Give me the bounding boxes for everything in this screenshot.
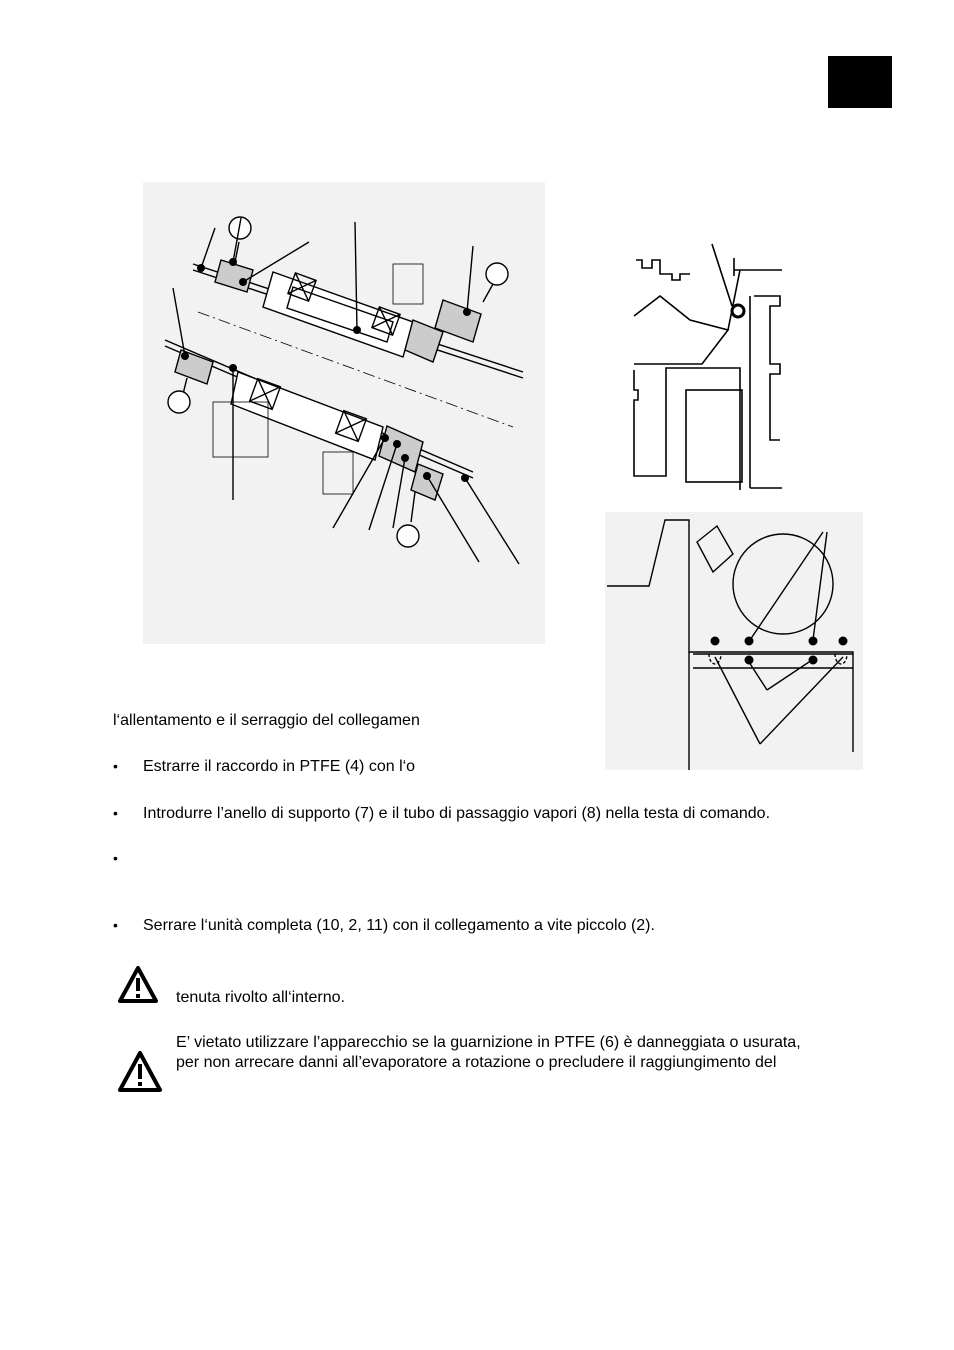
bullet-1-text: Estrarre il raccordo in PTFE (4) con l‘o [143, 758, 416, 775]
bullet-3-marker: • [113, 850, 118, 866]
bullet-4-text: Serrare l‘unità completa (10, 2, 11) con il collegamento a vite piccolo (2). [143, 917, 655, 934]
warning-triangle-icon [117, 1050, 163, 1094]
bullet-1-marker: • [113, 758, 118, 774]
bullet-2-marker: • [113, 805, 118, 821]
detail-diagram-top [630, 240, 786, 495]
bullet-2-text: Introdurre l’anello di supporto (7) e il tubo di passaggio vapori (8) nella testa di comando. [143, 805, 771, 822]
detail-diagram-bottom [605, 512, 863, 770]
cross-section-diagram [143, 182, 545, 644]
warning-2-line-2: per non arrecare danni all’evaporatore a rotazione o precludere il raggiungimento del [176, 1054, 777, 1071]
intro-text: l‘allentamento e il serraggio del collegamen [113, 712, 420, 729]
warning-2-line-1: E’ vietato utilizzare l’apparecchio se la guarnizione in PTFE (6) è danneggiata o usurata, [176, 1034, 801, 1051]
warning-1-text: tenuta rivolto all‘interno. [176, 989, 345, 1006]
warning-triangle-icon [117, 965, 159, 1005]
section-tab-marker [828, 56, 892, 108]
bullet-4-marker: • [113, 917, 118, 933]
